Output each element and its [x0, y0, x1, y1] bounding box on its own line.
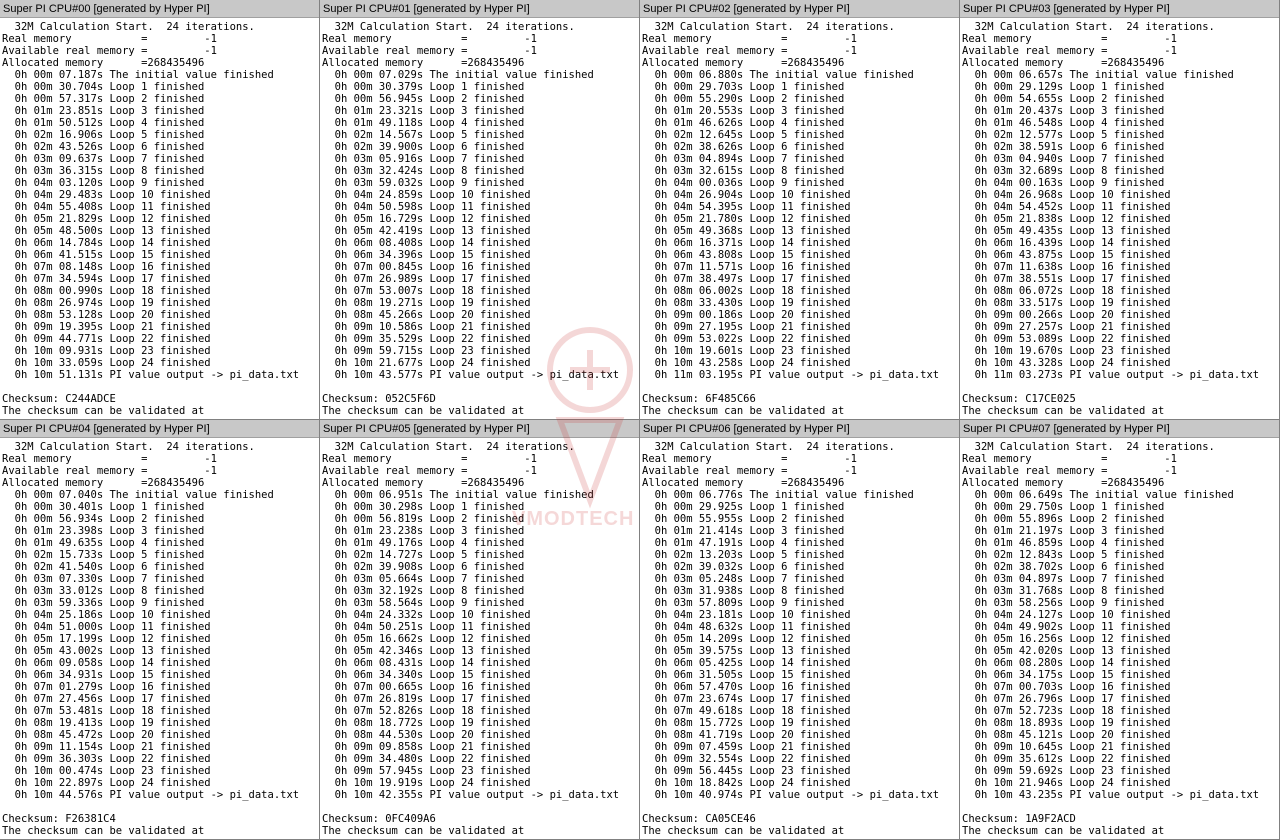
console-line: Real memory = -1: [322, 453, 537, 465]
console-line: 0h 09m 59.715s Loop 23 finished: [322, 345, 531, 357]
console-line: 0h 10m 33.059s Loop 24 finished: [2, 357, 211, 369]
console-line: 0h 00m 06.776s The initial value finished: [642, 489, 914, 501]
console-line: 0h 05m 48.500s Loop 13 finished: [2, 225, 211, 237]
console-line: 0h 08m 45.266s Loop 20 finished: [322, 309, 531, 321]
console-line: 0h 02m 14.727s Loop 5 finished: [322, 549, 525, 561]
console-line: 0h 00m 07.029s The initial value finished: [322, 69, 594, 81]
console-line: 0h 03m 31.768s Loop 8 finished: [962, 585, 1165, 597]
console-line: 0h 09m 59.692s Loop 23 finished: [962, 765, 1171, 777]
console-line: 0h 02m 41.540s Loop 6 finished: [2, 561, 205, 573]
console-line: Allocated memory =268435496: [962, 57, 1165, 69]
console-line: 0h 08m 33.430s Loop 19 finished: [642, 297, 851, 309]
console-line: 0h 04m 23.181s Loop 10 finished: [642, 609, 851, 621]
console-line: Real memory = -1: [2, 33, 217, 45]
console-line: 32M Calculation Start. 24 iterations.: [322, 441, 575, 453]
console-line: 0h 07m 11.638s Loop 16 finished: [962, 261, 1171, 273]
console-line: 0h 09m 00.186s Loop 20 finished: [642, 309, 851, 321]
console-line: Real memory = -1: [2, 453, 217, 465]
console-line: Available real memory = -1: [2, 45, 217, 57]
console-line: 0h 00m 56.819s Loop 2 finished: [322, 513, 525, 525]
console-line: 0h 09m 09.858s Loop 21 finished: [322, 741, 531, 753]
console-line: Real memory = -1: [962, 453, 1177, 465]
console-line: 0h 08m 06.002s Loop 18 finished: [642, 285, 851, 297]
console-line: 0h 07m 00.845s Loop 16 finished: [322, 261, 531, 273]
console-line: 0h 04m 51.000s Loop 11 finished: [2, 621, 211, 633]
console-line: 0h 05m 49.435s Loop 13 finished: [962, 225, 1171, 237]
console-line: 0h 02m 43.526s Loop 6 finished: [2, 141, 205, 153]
console-line: 0h 03m 32.615s Loop 8 finished: [642, 165, 845, 177]
console-line: 0h 01m 50.512s Loop 4 finished: [2, 117, 205, 129]
console-line: 0h 00m 55.896s Loop 2 finished: [962, 513, 1165, 525]
console-line: 0h 01m 20.437s Loop 3 finished: [962, 105, 1165, 117]
console-line: 0h 01m 21.414s Loop 3 finished: [642, 525, 845, 537]
console-line: 0h 03m 33.012s Loop 8 finished: [2, 585, 205, 597]
console-line: 0h 08m 18.772s Loop 19 finished: [322, 717, 531, 729]
console-output: [640, 18, 959, 419]
console-line: 0h 07m 52.723s Loop 18 finished: [962, 705, 1171, 717]
console-line: [2, 801, 319, 813]
console-line: 0h 09m 10.645s Loop 21 finished: [962, 741, 1171, 753]
console-output: [320, 18, 639, 419]
console-line: 0h 03m 09.637s Loop 7 finished: [2, 153, 205, 165]
console-line: 0h 07m 08.148s Loop 16 finished: [2, 261, 211, 273]
superpi-window-cpu1[interactable]: [320, 0, 640, 420]
console-line: 0h 01m 46.859s Loop 4 finished: [962, 537, 1165, 549]
console-line: 0h 06m 57.470s Loop 16 finished: [642, 681, 851, 693]
console-line: 0h 01m 49.176s Loop 4 finished: [322, 537, 525, 549]
console-line: 0h 00m 06.657s The initial value finished: [962, 69, 1234, 81]
checksum-line: Checksum: C17CE025: [962, 393, 1076, 405]
console-line: 0h 04m 49.902s Loop 11 finished: [962, 621, 1171, 633]
checksum-line: Checksum: 052C5F6D: [322, 393, 436, 405]
console-line: 0h 01m 46.548s Loop 4 finished: [962, 117, 1165, 129]
console-line: 0h 04m 54.452s Loop 11 finished: [962, 201, 1171, 213]
window-titlebar[interactable]: Super PI CPU#07 [generated by Hyper PI]: [960, 420, 1279, 438]
console-line: 0h 10m 43.577s PI value output -> pi_data.txt: [322, 369, 620, 381]
console-line: 0h 04m 55.408s Loop 11 finished: [2, 201, 211, 213]
console-line: 32M Calculation Start. 24 iterations.: [2, 21, 255, 33]
console-line: 0h 05m 43.002s Loop 13 finished: [2, 645, 211, 657]
console-line: 0h 10m 40.974s PI value output -> pi_data.txt: [642, 789, 940, 801]
console-line: 0h 00m 55.290s Loop 2 finished: [642, 93, 845, 105]
console-output: [0, 438, 319, 839]
console-line: Allocated memory =268435496: [642, 477, 845, 489]
console-line: 0h 00m 07.187s The initial value finished: [2, 69, 274, 81]
console-line: 0h 10m 22.897s Loop 24 finished: [2, 777, 211, 789]
console-line: 0h 10m 19.670s Loop 23 finished: [962, 345, 1171, 357]
console-line: 0h 04m 26.968s Loop 10 finished: [962, 189, 1171, 201]
window-titlebar[interactable]: Super PI CPU#04 [generated by Hyper PI]: [0, 420, 319, 438]
console-line: [642, 801, 959, 813]
console-line: 0h 08m 41.719s Loop 20 finished: [642, 729, 851, 741]
checksum-line: Checksum: C244ADCE: [2, 393, 116, 405]
console-line: 0h 07m 38.551s Loop 17 finished: [962, 273, 1171, 285]
console-line: [322, 801, 639, 813]
console-line: 0h 03m 04.897s Loop 7 finished: [962, 573, 1165, 585]
console-line: 0h 06m 08.280s Loop 14 finished: [962, 657, 1171, 669]
console-line: 0h 04m 00.163s Loop 9 finished: [962, 177, 1165, 189]
console-line: Allocated memory =268435496: [962, 477, 1165, 489]
console-line: The checksum can be validated at: [642, 825, 845, 837]
console-line: [962, 381, 1279, 393]
window-titlebar[interactable]: Super PI CPU#00 [generated by Hyper PI]: [0, 0, 319, 18]
window-titlebar[interactable]: Super PI CPU#05 [generated by Hyper PI]: [320, 420, 639, 438]
console-line: 0h 00m 06.951s The initial value finished: [322, 489, 594, 501]
console-line: [962, 801, 1279, 813]
console-line: 0h 00m 29.750s Loop 1 finished: [962, 501, 1165, 513]
console-line: 0h 00m 30.298s Loop 1 finished: [322, 501, 525, 513]
console-line: 0h 02m 15.733s Loop 5 finished: [2, 549, 205, 561]
console-line: The checksum can be validated at: [962, 825, 1165, 837]
console-line: [2, 381, 319, 393]
console-line: 0h 09m 53.089s Loop 22 finished: [962, 333, 1171, 345]
console-line: 0h 02m 38.591s Loop 6 finished: [962, 141, 1165, 153]
console-line: 0h 09m 10.586s Loop 21 finished: [322, 321, 531, 333]
checksum-line: Checksum: 6F485C66: [642, 393, 756, 405]
console-output: [960, 438, 1279, 839]
console-line: 0h 04m 00.036s Loop 9 finished: [642, 177, 845, 189]
console-line: Available real memory = -1: [962, 45, 1177, 57]
console-line: 0h 02m 12.645s Loop 5 finished: [642, 129, 845, 141]
console-line: 0h 10m 09.931s Loop 23 finished: [2, 345, 211, 357]
console-output: [0, 18, 319, 419]
console-line: 0h 07m 01.279s Loop 16 finished: [2, 681, 211, 693]
console-line: 0h 10m 51.131s PI value output -> pi_data.txt: [2, 369, 300, 381]
console-line: 0h 03m 58.564s Loop 9 finished: [322, 597, 525, 609]
superpi-window-cpu6[interactable]: [640, 420, 960, 840]
console-line: 0h 05m 21.780s Loop 12 finished: [642, 213, 851, 225]
console-line: 0h 10m 00.474s Loop 23 finished: [2, 765, 211, 777]
console-line: 0h 10m 19.601s Loop 23 finished: [642, 345, 851, 357]
console-line: Allocated memory =268435496: [2, 477, 205, 489]
console-line: 0h 05m 42.020s Loop 13 finished: [962, 645, 1171, 657]
console-line: 0h 02m 16.906s Loop 5 finished: [2, 129, 205, 141]
console-line: 0h 06m 09.058s Loop 14 finished: [2, 657, 211, 669]
console-line: 0h 08m 18.893s Loop 19 finished: [962, 717, 1171, 729]
console-line: 0h 05m 39.575s Loop 13 finished: [642, 645, 851, 657]
window-titlebar[interactable]: Super PI CPU#01 [generated by Hyper PI]: [320, 0, 639, 18]
console-line: 0h 03m 32.689s Loop 8 finished: [962, 165, 1165, 177]
console-line: 0h 06m 41.515s Loop 15 finished: [2, 249, 211, 261]
console-line: 0h 05m 21.838s Loop 12 finished: [962, 213, 1171, 225]
console-line: 0h 01m 46.626s Loop 4 finished: [642, 117, 845, 129]
console-line: 0h 10m 18.842s Loop 24 finished: [642, 777, 851, 789]
console-line: 0h 02m 12.577s Loop 5 finished: [962, 129, 1165, 141]
console-line: 0h 11m 03.195s PI value output -> pi_data.txt: [642, 369, 940, 381]
console-line: 0h 00m 07.040s The initial value finished: [2, 489, 274, 501]
console-line: 0h 02m 13.203s Loop 5 finished: [642, 549, 845, 561]
checksum-line: Checksum: 1A9F2ACD: [962, 813, 1076, 825]
console-line: 0h 07m 26.819s Loop 17 finished: [322, 693, 531, 705]
console-line: 0h 03m 05.248s Loop 7 finished: [642, 573, 845, 585]
console-line: 0h 05m 16.662s Loop 12 finished: [322, 633, 531, 645]
console-line: Available real memory = -1: [642, 465, 857, 477]
console-line: 0h 06m 43.875s Loop 15 finished: [962, 249, 1171, 261]
console-line: 0h 05m 14.209s Loop 12 finished: [642, 633, 851, 645]
console-line: Real memory = -1: [322, 33, 537, 45]
console-line: 0h 06m 16.439s Loop 14 finished: [962, 237, 1171, 249]
console-line: 0h 01m 49.635s Loop 4 finished: [2, 537, 205, 549]
console-line: 0h 07m 49.618s Loop 18 finished: [642, 705, 851, 717]
console-line: Available real memory = -1: [962, 465, 1177, 477]
superpi-window-cpu7[interactable]: [960, 420, 1280, 840]
console-line: 0h 09m 00.266s Loop 20 finished: [962, 309, 1171, 321]
console-line: 0h 07m 53.007s Loop 18 finished: [322, 285, 531, 297]
console-line: 0h 04m 03.120s Loop 9 finished: [2, 177, 205, 189]
console-line: 0h 01m 49.118s Loop 4 finished: [322, 117, 525, 129]
console-line: 0h 06m 16.371s Loop 14 finished: [642, 237, 851, 249]
window-titlebar[interactable]: Super PI CPU#06 [generated by Hyper PI]: [640, 420, 959, 438]
console-line: 0h 00m 06.880s The initial value finished: [642, 69, 914, 81]
console-line: 0h 04m 50.598s Loop 11 finished: [322, 201, 531, 213]
checksum-line: Checksum: 0FC409A6: [322, 813, 436, 825]
console-line: 0h 06m 34.931s Loop 15 finished: [2, 669, 211, 681]
console-line: The checksum can be validated at: [2, 825, 205, 837]
console-line: 0h 05m 42.346s Loop 13 finished: [322, 645, 531, 657]
console-line: 0h 09m 57.945s Loop 23 finished: [322, 765, 531, 777]
console-line: 0h 00m 55.955s Loop 2 finished: [642, 513, 845, 525]
console-line: 0h 00m 30.401s Loop 1 finished: [2, 501, 205, 513]
console-line: Real memory = -1: [642, 453, 857, 465]
console-line: 0h 09m 27.257s Loop 21 finished: [962, 321, 1171, 333]
console-line: 0h 04m 25.186s Loop 10 finished: [2, 609, 211, 621]
console-line: Real memory = -1: [962, 33, 1177, 45]
console-output: [960, 18, 1279, 419]
console-line: Allocated memory =268435496: [322, 477, 525, 489]
console-line: 0h 07m 53.481s Loop 18 finished: [2, 705, 211, 717]
console-line: [642, 381, 959, 393]
console-line: 0h 09m 35.529s Loop 22 finished: [322, 333, 531, 345]
console-line: 0h 07m 27.456s Loop 17 finished: [2, 693, 211, 705]
console-line: [322, 381, 639, 393]
console-line: 0h 11m 03.273s PI value output -> pi_data.txt: [962, 369, 1260, 381]
console-line: 0h 00m 06.649s The initial value finished: [962, 489, 1234, 501]
console-line: The checksum can be validated at: [322, 405, 525, 417]
console-line: 0h 09m 35.612s Loop 22 finished: [962, 753, 1171, 765]
console-line: 0h 02m 38.626s Loop 6 finished: [642, 141, 845, 153]
console-line: 0h 03m 07.330s Loop 7 finished: [2, 573, 205, 585]
console-line: 0h 03m 05.916s Loop 7 finished: [322, 153, 525, 165]
console-line: 0h 09m 53.022s Loop 22 finished: [642, 333, 851, 345]
console-line: 0h 06m 08.431s Loop 14 finished: [322, 657, 531, 669]
console-line: 0h 06m 34.340s Loop 15 finished: [322, 669, 531, 681]
console-line: Available real memory = -1: [642, 45, 857, 57]
console-line: 0h 08m 00.990s Loop 18 finished: [2, 285, 211, 297]
console-line: 0h 08m 06.072s Loop 18 finished: [962, 285, 1171, 297]
console-line: 0h 06m 05.425s Loop 14 finished: [642, 657, 851, 669]
console-line: 0h 00m 30.704s Loop 1 finished: [2, 81, 205, 93]
console-line: 0h 02m 39.032s Loop 6 finished: [642, 561, 845, 573]
console-line: 0h 10m 43.328s Loop 24 finished: [962, 357, 1171, 369]
console-line: 0h 03m 57.809s Loop 9 finished: [642, 597, 845, 609]
console-line: Available real memory = -1: [322, 45, 537, 57]
console-line: 0h 01m 21.197s Loop 3 finished: [962, 525, 1165, 537]
console-line: 0h 07m 11.571s Loop 16 finished: [642, 261, 851, 273]
console-line: 0h 10m 21.946s Loop 24 finished: [962, 777, 1171, 789]
console-line: 0h 00m 57.317s Loop 2 finished: [2, 93, 205, 105]
console-line: The checksum can be validated at: [2, 405, 205, 417]
console-line: 0h 07m 00.703s Loop 16 finished: [962, 681, 1171, 693]
console-line: 0h 06m 43.808s Loop 15 finished: [642, 249, 851, 261]
console-line: 0h 00m 29.129s Loop 1 finished: [962, 81, 1165, 93]
console-line: 0h 05m 49.368s Loop 13 finished: [642, 225, 851, 237]
console-line: 0h 08m 33.517s Loop 19 finished: [962, 297, 1171, 309]
console-line: 0h 07m 52.826s Loop 18 finished: [322, 705, 531, 717]
console-line: 0h 03m 58.256s Loop 9 finished: [962, 597, 1165, 609]
console-line: 0h 02m 38.702s Loop 6 finished: [962, 561, 1165, 573]
console-output: [320, 438, 639, 839]
console-line: 0h 09m 44.771s Loop 22 finished: [2, 333, 211, 345]
console-line: Allocated memory =268435496: [322, 57, 525, 69]
console-line: 0h 03m 04.940s Loop 7 finished: [962, 153, 1165, 165]
console-line: 0h 00m 54.655s Loop 2 finished: [962, 93, 1165, 105]
console-line: 0h 08m 53.128s Loop 20 finished: [2, 309, 211, 321]
console-line: 32M Calculation Start. 24 iterations.: [642, 21, 895, 33]
console-line: Real memory = -1: [642, 33, 857, 45]
console-line: Available real memory = -1: [2, 465, 217, 477]
console-line: 0h 02m 39.908s Loop 6 finished: [322, 561, 525, 573]
superpi-window-cpu5[interactable]: [320, 420, 640, 840]
console-line: 0h 03m 59.032s Loop 9 finished: [322, 177, 525, 189]
console-line: 0h 10m 43.258s Loop 24 finished: [642, 357, 851, 369]
superpi-window-cpu4[interactable]: [0, 420, 320, 840]
console-line: 0h 09m 36.303s Loop 22 finished: [2, 753, 211, 765]
console-line: 0h 05m 16.256s Loop 12 finished: [962, 633, 1171, 645]
console-line: The checksum can be validated at: [322, 825, 525, 837]
console-line: 0h 09m 19.395s Loop 21 finished: [2, 321, 211, 333]
console-line: Allocated memory =268435496: [2, 57, 205, 69]
console-line: 0h 05m 21.829s Loop 12 finished: [2, 213, 211, 225]
console-line: 0h 07m 00.665s Loop 16 finished: [322, 681, 531, 693]
window-titlebar[interactable]: Super PI CPU#02 [generated by Hyper PI]: [640, 0, 959, 18]
console-line: 0h 09m 07.459s Loop 21 finished: [642, 741, 851, 753]
console-line: 0h 06m 31.505s Loop 15 finished: [642, 669, 851, 681]
console-line: 0h 09m 32.554s Loop 22 finished: [642, 753, 851, 765]
console-line: 0h 02m 39.900s Loop 6 finished: [322, 141, 525, 153]
checksum-line: Checksum: F26381C4: [2, 813, 116, 825]
window-titlebar[interactable]: Super PI CPU#03 [generated by Hyper PI]: [960, 0, 1279, 18]
console-line: 0h 00m 29.703s Loop 1 finished: [642, 81, 845, 93]
console-line: 0h 04m 48.632s Loop 11 finished: [642, 621, 851, 633]
console-line: 0h 01m 23.851s Loop 3 finished: [2, 105, 205, 117]
console-line: Available real memory = -1: [322, 465, 537, 477]
console-line: The checksum can be validated at: [642, 405, 845, 417]
console-line: 0h 02m 14.567s Loop 5 finished: [322, 129, 525, 141]
console-line: 0h 02m 12.843s Loop 5 finished: [962, 549, 1165, 561]
console-line: 0h 09m 11.154s Loop 21 finished: [2, 741, 211, 753]
console-line: 0h 08m 19.413s Loop 19 finished: [2, 717, 211, 729]
superpi-window-cpu3[interactable]: [960, 0, 1280, 420]
console-line: 0h 04m 24.127s Loop 10 finished: [962, 609, 1171, 621]
console-line: 0h 04m 24.859s Loop 10 finished: [322, 189, 531, 201]
console-line: 0h 10m 44.576s PI value output -> pi_data.txt: [2, 789, 300, 801]
console-line: 0h 00m 56.945s Loop 2 finished: [322, 93, 525, 105]
console-line: 0h 10m 19.919s Loop 24 finished: [322, 777, 531, 789]
console-line: 0h 07m 26.796s Loop 17 finished: [962, 693, 1171, 705]
console-line: 0h 07m 26.989s Loop 17 finished: [322, 273, 531, 285]
console-line: 0h 10m 42.355s PI value output -> pi_data.txt: [322, 789, 620, 801]
console-line: 0h 03m 04.894s Loop 7 finished: [642, 153, 845, 165]
superpi-window-cpu2[interactable]: [640, 0, 960, 420]
console-line: 32M Calculation Start. 24 iterations.: [2, 441, 255, 453]
console-line: 0h 05m 16.729s Loop 12 finished: [322, 213, 531, 225]
console-line: 0h 08m 15.772s Loop 19 finished: [642, 717, 851, 729]
console-line: The checksum can be validated at: [962, 405, 1165, 417]
console-line: 0h 01m 20.553s Loop 3 finished: [642, 105, 845, 117]
console-line: 32M Calculation Start. 24 iterations.: [962, 21, 1215, 33]
console-line: 0h 07m 23.674s Loop 17 finished: [642, 693, 851, 705]
console-line: 0h 06m 34.396s Loop 15 finished: [322, 249, 531, 261]
console-line: 0h 08m 19.271s Loop 19 finished: [322, 297, 531, 309]
console-line: 0h 03m 36.315s Loop 8 finished: [2, 165, 205, 177]
console-line: 0h 00m 30.379s Loop 1 finished: [322, 81, 525, 93]
console-line: 0h 05m 17.199s Loop 12 finished: [2, 633, 211, 645]
console-line: 0h 03m 32.192s Loop 8 finished: [322, 585, 525, 597]
console-line: 0h 08m 45.472s Loop 20 finished: [2, 729, 211, 741]
console-line: 0h 08m 45.121s Loop 20 finished: [962, 729, 1171, 741]
console-line: 0h 01m 23.321s Loop 3 finished: [322, 105, 525, 117]
console-output: [640, 438, 959, 839]
console-line: Allocated memory =268435496: [642, 57, 845, 69]
console-line: 0h 01m 23.238s Loop 3 finished: [322, 525, 525, 537]
console-line: 0h 10m 21.677s Loop 24 finished: [322, 357, 531, 369]
console-line: 0h 03m 05.664s Loop 7 finished: [322, 573, 525, 585]
console-line: 0h 09m 34.480s Loop 22 finished: [322, 753, 531, 765]
console-line: 0h 04m 26.904s Loop 10 finished: [642, 189, 851, 201]
console-line: 0h 06m 34.175s Loop 15 finished: [962, 669, 1171, 681]
console-line: 0h 10m 43.235s PI value output -> pi_data.txt: [962, 789, 1260, 801]
console-line: 32M Calculation Start. 24 iterations.: [642, 441, 895, 453]
console-line: 0h 07m 38.497s Loop 17 finished: [642, 273, 851, 285]
console-line: 0h 04m 24.332s Loop 10 finished: [322, 609, 531, 621]
console-line: 32M Calculation Start. 24 iterations.: [962, 441, 1215, 453]
console-line: 0h 04m 29.483s Loop 10 finished: [2, 189, 211, 201]
console-line: 0h 03m 32.424s Loop 8 finished: [322, 165, 525, 177]
console-line: 0h 04m 54.395s Loop 11 finished: [642, 201, 851, 213]
console-line: 0h 03m 31.938s Loop 8 finished: [642, 585, 845, 597]
console-line: 0h 09m 56.445s Loop 23 finished: [642, 765, 851, 777]
console-line: 0h 08m 26.974s Loop 19 finished: [2, 297, 211, 309]
console-line: 0h 07m 34.594s Loop 17 finished: [2, 273, 211, 285]
console-line: 0h 08m 44.530s Loop 20 finished: [322, 729, 531, 741]
console-line: 0h 01m 23.398s Loop 3 finished: [2, 525, 205, 537]
console-line: 0h 04m 50.251s Loop 11 finished: [322, 621, 531, 633]
console-line: 32M Calculation Start. 24 iterations.: [322, 21, 575, 33]
console-line: 0h 06m 08.408s Loop 14 finished: [322, 237, 531, 249]
console-line: 0h 03m 59.336s Loop 9 finished: [2, 597, 205, 609]
console-line: 0h 06m 14.784s Loop 14 finished: [2, 237, 211, 249]
console-line: 0h 00m 56.934s Loop 2 finished: [2, 513, 205, 525]
superpi-window-cpu0[interactable]: [0, 0, 320, 420]
console-line: 0h 00m 29.925s Loop 1 finished: [642, 501, 845, 513]
console-line: 0h 05m 42.419s Loop 13 finished: [322, 225, 531, 237]
console-line: 0h 01m 47.191s Loop 4 finished: [642, 537, 845, 549]
console-line: 0h 09m 27.195s Loop 21 finished: [642, 321, 851, 333]
checksum-line: Checksum: CA05CE46: [642, 813, 756, 825]
